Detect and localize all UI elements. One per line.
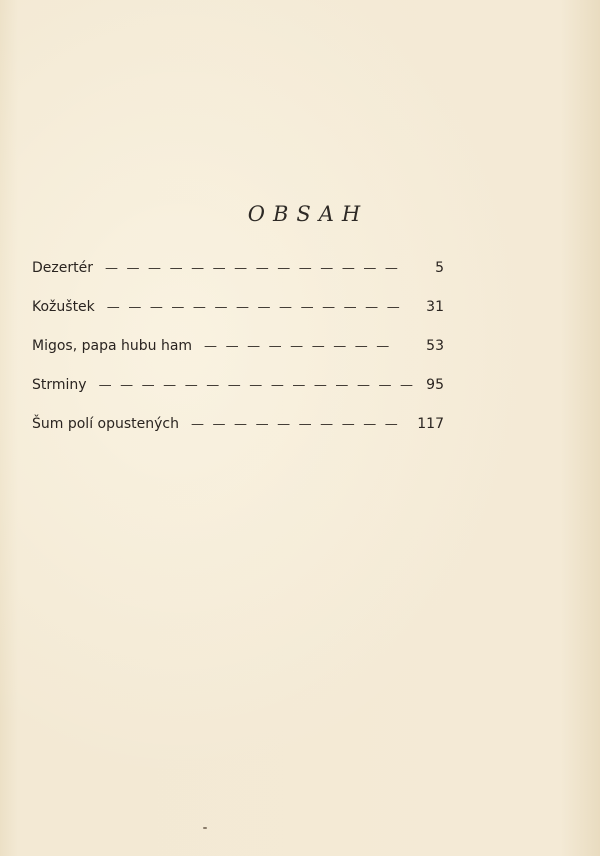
toc-leader: — — — — — — — — — — [190,417,400,432]
toc-entry [32,260,444,299]
toc-leader: — — — — — — — — — [204,339,392,354]
toc-entry-title: Šum polí opustených [32,416,179,432]
table-of-contents [32,260,444,455]
toc-entry [32,377,444,416]
toc-entry-title: Migos, papa hubu ham [32,338,193,354]
toc-entry-title: Strminy [32,377,87,393]
toc-entry-title: Dezertér [32,260,93,276]
toc-entry-page: 5 [435,260,444,276]
toc-entry-page: 53 [426,338,444,354]
toc-entry-page: 117 [417,416,444,432]
toc-entry-page: 31 [426,299,444,315]
toc-leader: — — — — — — — — — — — — — — [104,261,401,276]
toc-leader: — — — — — — — — — — — — — — — [98,378,416,393]
toc-entry [32,416,444,455]
toc-entry-title: Kožuštek [32,299,95,315]
page-title: OBSAH [247,202,369,226]
paper-speck [203,827,207,829]
toc-leader: — — — — — — — — — — — — — — [106,300,402,315]
toc-entry-page: 95 [426,377,444,393]
toc-entry [32,338,444,377]
toc-entry [32,299,444,338]
